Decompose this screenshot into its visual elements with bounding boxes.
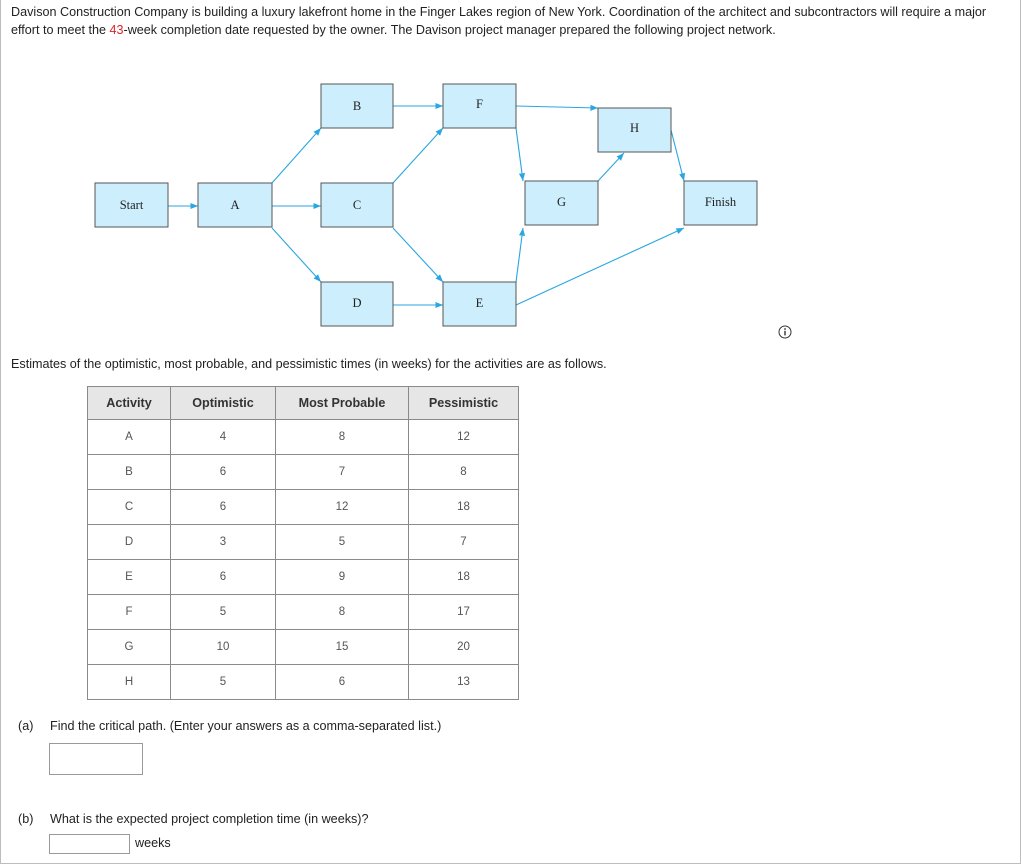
node-e xyxy=(443,282,516,326)
cell-activity: C xyxy=(88,490,171,525)
cell-optimistic: 6 xyxy=(171,560,276,595)
table-row xyxy=(88,560,519,595)
edge-e-g xyxy=(516,228,523,282)
table-row xyxy=(88,665,519,700)
node-f-label: F xyxy=(476,97,483,111)
node-h-label: H xyxy=(629,121,640,135)
cell-pessimistic: 18 xyxy=(409,490,519,525)
header-optimistic: Optimistic xyxy=(171,387,276,420)
node-f xyxy=(443,84,516,128)
cell-activity: E xyxy=(88,560,171,595)
node-a-label: A xyxy=(230,198,240,212)
intro-text-1: Davison Construction Company is building a luxury lakefront home in the Finger Lakes region of New York. Coordination of the architect and subcontractors will require a major effort to meet the xyxy=(11,5,987,37)
cell-pessimistic: 8 xyxy=(409,455,519,490)
question-b xyxy=(18,810,368,828)
table-row xyxy=(88,420,519,455)
cell-activity: B xyxy=(88,455,171,490)
cell-most-probable: 9 xyxy=(276,560,409,595)
cell-optimistic: 6 xyxy=(171,490,276,525)
question-a xyxy=(18,717,441,735)
cell-most-probable: 12 xyxy=(276,490,409,525)
edge-a-b xyxy=(272,128,321,183)
node-c-label: C xyxy=(352,198,362,212)
node-b-label: B xyxy=(352,99,362,113)
node-g-label: G xyxy=(556,195,567,209)
cell-most-probable: 7 xyxy=(276,455,409,490)
cell-activity: H xyxy=(88,665,171,700)
edge-f-g xyxy=(516,128,523,181)
node-e-label: E xyxy=(475,296,484,310)
table-row xyxy=(88,490,519,525)
intro-text-2: -week completion date requested by the owner. The Davison project manager prepared the following project network. xyxy=(123,23,776,37)
edge-h-finish xyxy=(671,130,684,181)
node-start xyxy=(95,183,168,227)
cell-optimistic: 6 xyxy=(171,455,276,490)
edge-c-f xyxy=(393,128,443,183)
node-d-label: D xyxy=(352,296,362,310)
cell-pessimistic: 13 xyxy=(409,665,519,700)
cell-activity: D xyxy=(88,525,171,560)
cell-optimistic: 4 xyxy=(171,420,276,455)
node-g xyxy=(525,181,598,225)
table-row xyxy=(88,455,519,490)
cell-pessimistic: 12 xyxy=(409,420,519,455)
deadline-weeks: 43 xyxy=(109,23,124,37)
cell-pessimistic: 17 xyxy=(409,595,519,630)
node-c xyxy=(321,183,393,227)
cell-most-probable: 8 xyxy=(276,420,409,455)
cell-optimistic: 5 xyxy=(171,595,276,630)
node-d xyxy=(321,282,393,326)
cell-pessimistic: 18 xyxy=(409,560,519,595)
question-a-letter: (a) xyxy=(18,719,34,733)
question-a-text: Find the critical path. (Enter your answers as a comma-separated list.) xyxy=(50,719,442,733)
weeks-unit-label: weeks xyxy=(135,836,171,850)
info-icon[interactable] xyxy=(778,325,792,339)
cell-activity: G xyxy=(88,630,171,665)
activity-times-table xyxy=(87,386,519,700)
header-activity: Activity xyxy=(88,387,171,420)
table-row xyxy=(88,525,519,560)
edge-f-h xyxy=(516,106,598,108)
table-header-row xyxy=(88,387,519,420)
edge-a-d xyxy=(272,228,321,282)
cell-most-probable: 8 xyxy=(276,595,409,630)
table-row xyxy=(88,595,519,630)
cell-most-probable: 5 xyxy=(276,525,409,560)
cell-optimistic: 5 xyxy=(171,665,276,700)
edge-e-finish xyxy=(516,228,684,305)
node-finish xyxy=(684,181,757,225)
estimates-intro: Estimates of the optimistic, most probable, and pessimistic times (in weeks) for the activities are as follows. xyxy=(11,357,607,371)
node-finish-label: Finish xyxy=(704,195,737,209)
question-b-letter: (b) xyxy=(18,812,34,826)
edge-g-h xyxy=(598,153,624,181)
node-start-label: Start xyxy=(119,198,144,212)
table-row xyxy=(88,630,519,665)
cell-optimistic: 3 xyxy=(171,525,276,560)
cell-pessimistic: 20 xyxy=(409,630,519,665)
cell-activity: A xyxy=(88,420,171,455)
cell-most-probable: 6 xyxy=(276,665,409,700)
cell-pessimistic: 7 xyxy=(409,525,519,560)
node-h xyxy=(598,108,671,152)
cell-most-probable: 15 xyxy=(276,630,409,665)
cell-optimistic: 10 xyxy=(171,630,276,665)
question-b-text: What is the expected project completion time (in weeks)? xyxy=(50,812,369,826)
critical-path-input[interactable] xyxy=(49,743,143,775)
header-pessimistic: Pessimistic xyxy=(409,387,519,420)
edge-c-e xyxy=(393,228,443,282)
project-network-diagram xyxy=(1,0,1020,345)
node-b xyxy=(321,84,393,128)
node-a xyxy=(198,183,272,227)
completion-time-input[interactable] xyxy=(49,834,130,854)
cell-activity: F xyxy=(88,595,171,630)
header-most-probable: Most Probable xyxy=(276,387,409,420)
